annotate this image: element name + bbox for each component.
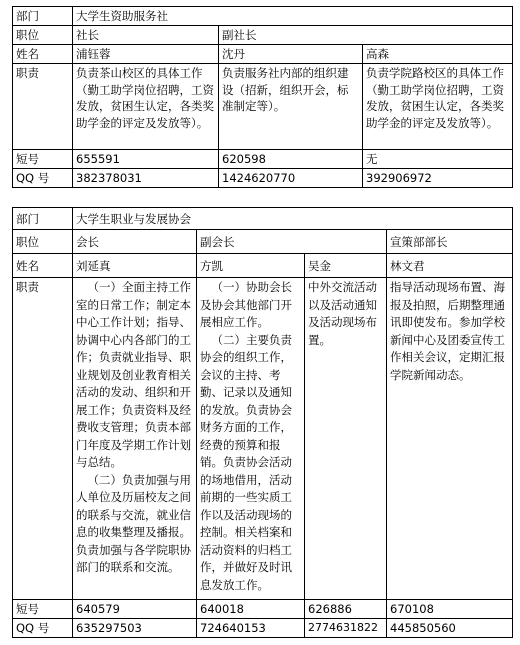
position-president: 会长 <box>73 230 197 254</box>
dept-value: 大学生资助服务社 <box>73 7 513 26</box>
name-label: 姓名 <box>13 254 73 278</box>
person-short-number: 670108 <box>387 600 513 619</box>
person-name: 浦钰蓉 <box>73 45 219 64</box>
person-name: 沈丹 <box>219 45 363 64</box>
person-short-number: 620598 <box>219 150 363 169</box>
position-vice-president: 副会长 <box>197 230 387 254</box>
position-president: 社长 <box>73 26 219 45</box>
dept-value: 大学生职业与发展协会 <box>73 208 513 230</box>
duty-label: 职责 <box>13 64 73 150</box>
position-label: 职位 <box>13 26 73 45</box>
qq-label: QQ 号 <box>13 169 73 188</box>
person-name: 刘延真 <box>73 254 197 278</box>
dept-label: 部门 <box>13 208 73 230</box>
person-duty: 负责学院路校区的具体工作（勤工助学岗位招聘，工资发放，贫困生认定，各类奖助学金的评定及发放等）。 <box>363 64 513 150</box>
person-short-number: 640018 <box>197 600 305 619</box>
person-qq: 724640153 <box>197 619 305 638</box>
person-name: 林文君 <box>387 254 513 278</box>
qq-label: QQ 号 <box>13 619 73 638</box>
person-qq: 382378031 <box>73 169 219 188</box>
person-short-number: 626886 <box>305 600 387 619</box>
student-aid-table <box>12 6 513 188</box>
duty-paragraph: （二）负责加强与用人单位及历届校友之间的联系与交流，就业信息的收集整理及播报。负责加强与各学院职协部门的联系和交流。 <box>76 472 191 574</box>
person-duty: 中外交流活动以及活动通知及活动现场布置。 <box>305 278 387 600</box>
person-duty: 指导活动现场布置、海报及拍照，后期整理通讯即使发布。参加学校新闻中心及团委宣传工作相关会议，定期汇报学院新闻动态。 <box>387 278 513 600</box>
person-qq: 445850560 <box>387 619 513 638</box>
person-name: 吴金 <box>305 254 387 278</box>
duty-paragraph: （一）协助会长及协会其他部门开展相应工作。 <box>200 280 292 329</box>
person-duty <box>197 278 305 600</box>
person-short-number: 无 <box>363 150 513 169</box>
person-duty: 负责服务社内部的组织建设（招新，组织开会，标准制定等）。 <box>219 64 363 150</box>
name-label: 姓名 <box>13 45 73 64</box>
person-duty: 负责茶山校区的具体工作（勤工助学岗位招聘，工资发放，贫困生认定，各类奖助学金的评定及发放等）。 <box>73 64 219 150</box>
person-short-number: 640579 <box>73 600 197 619</box>
person-qq: 392906972 <box>363 169 513 188</box>
person-duty <box>73 278 197 600</box>
position-label: 职位 <box>13 230 73 254</box>
duty-label: 职责 <box>13 278 73 600</box>
short-number-label: 短号 <box>13 150 73 169</box>
duty-paragraph: （一）全面主持工作室的日常工作；制定本中心工作计划；指导、协调中心内各部门的工作；负责就业指导、职业规划及创业教育相关活动的发动、组织和开展工作；负责资料及经费收支管理；负责本部门年度及学期工作计划与总结。 <box>76 280 191 469</box>
duty-paragraph: （二）主要负责协会的组织工作，会议的主持、考勤、记录以及通知的发放。负责协会财务方面的工作，经费的预算和报销。负责协会活动的场地借用，活动前期的一些实质工作以及活动现场的控制。相关档案和活动资料的归档工作，并做好及时讯息发放工作。 <box>200 332 292 592</box>
person-name: 方凯 <box>197 254 305 278</box>
person-qq: 1424620770 <box>219 169 363 188</box>
person-short-number: 655591 <box>73 150 219 169</box>
career-association-table <box>12 207 513 638</box>
person-qq: 2774631822 <box>305 619 387 638</box>
dept-label: 部门 <box>13 7 73 26</box>
position-publicity-head: 宣策部部长 <box>387 230 513 254</box>
person-qq: 635297503 <box>73 619 197 638</box>
person-name: 高森 <box>363 45 513 64</box>
position-vice-president: 副社长 <box>219 26 513 45</box>
short-number-label: 短号 <box>13 600 73 619</box>
